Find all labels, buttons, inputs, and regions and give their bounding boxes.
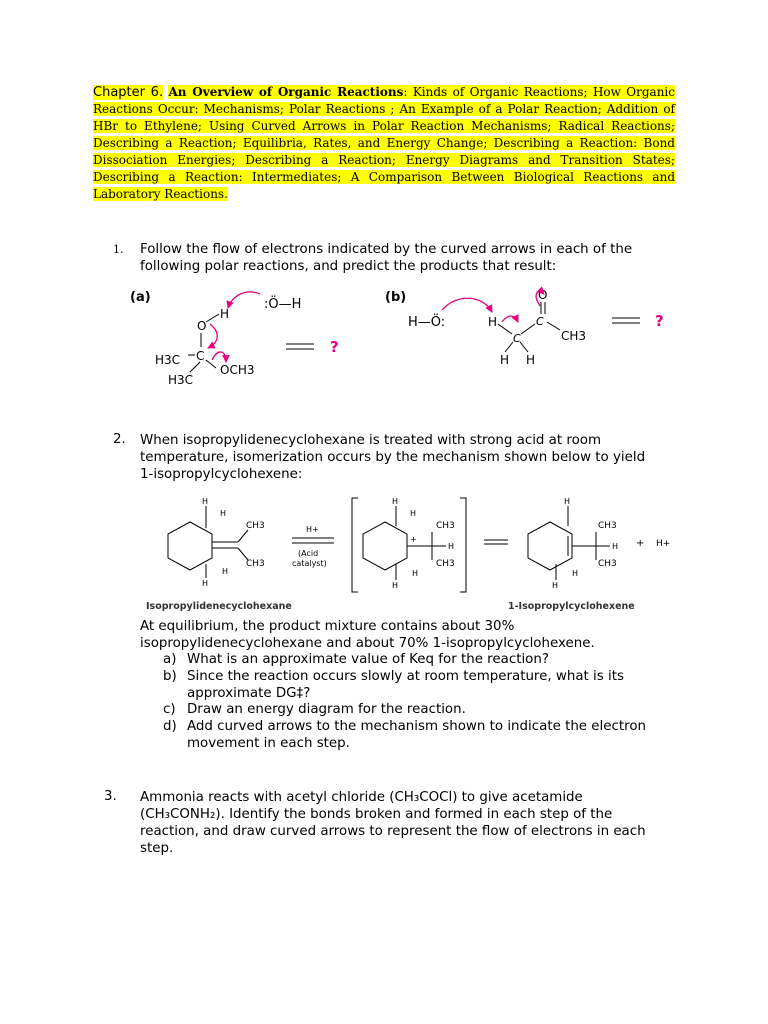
- chapter-header: [93, 84, 675, 203]
- carbocation-plus: +: [410, 535, 417, 544]
- acid-label-1: (Acid: [298, 549, 319, 558]
- question-2-number: 2.: [113, 432, 126, 447]
- r-h-top: H: [564, 497, 571, 506]
- b-hydroxide: H—Ö:: [408, 315, 446, 330]
- m-ch3-bot: CH3: [436, 559, 455, 569]
- a-arrow-2: [208, 324, 217, 348]
- m-h-right: H: [448, 542, 455, 551]
- question-2-subparts: [163, 652, 683, 753]
- b-o-atom: O: [538, 288, 548, 302]
- bracket-right: [460, 498, 466, 592]
- left-compound-name: Isopropylidenecyclohexane: [146, 601, 292, 612]
- chapter-number: Chapter 6.: [93, 85, 164, 100]
- label-b: (b): [385, 290, 407, 305]
- question-3-text: Ammonia reacts with acetyl chloride (CH₃COCl) to give acetamide (CH₃CONH₂). Identify the bonds broken and formed in each step of the reaction, and draw curved arrows to represent the flow of electrons in each step.: [140, 790, 646, 856]
- m-h-bot: H: [392, 581, 399, 590]
- question-1-text: Follow the flow of electrons indicated by the curved arrows in each of the following polar reactions, and predict the products that result:: [140, 242, 633, 274]
- l-h-top2: H: [220, 509, 227, 518]
- l-ch3-top: CH3: [246, 521, 265, 531]
- r-ch3-bot: CH3: [598, 559, 617, 569]
- a-o-atom: O: [197, 319, 207, 333]
- question-1-figure: [120, 280, 680, 400]
- subpart-a: a) What is an approximate value of Keq for the reaction?: [163, 652, 549, 667]
- m-h-top2: H: [410, 509, 417, 518]
- right-compound-name: 1-Isopropylcyclohexene: [508, 601, 635, 612]
- l-h-bot: H: [202, 579, 209, 588]
- m-ch3-top: CH3: [436, 521, 455, 531]
- r-h-bot: H: [552, 581, 559, 590]
- a-arrow-3: [212, 352, 226, 362]
- chapter-topics: : Kinds of Organic Reactions; How Organic Reactions Occur: Mechanisms; Polar Reactions ; An Example of a Polar Reaction; Addition of HBr to Ethylene; Using Curved Arrows in Polar Reaction Mechanisms; Radical Reactions; Describing a Reaction; Equilibria, Rates, and Energy Change; Describing a Reaction: Bond Dissociation Energies; Describing a Reaction; Energy Diagrams and Transition States; Describing a Reaction: Intermediates; A Comparison Between Biological Reactions and Laboratory Reactions.: [93, 85, 675, 201]
- m-h-top: H: [392, 497, 399, 506]
- r-h-right: H: [612, 542, 619, 551]
- b-h1: H: [500, 353, 510, 367]
- hplus-label: H+: [306, 525, 319, 534]
- b-question-mark: ?: [655, 312, 664, 330]
- a-h-atom: H: [220, 307, 230, 321]
- r-h-bot2: H: [572, 569, 579, 578]
- r-hplus: H+: [656, 539, 671, 549]
- bracket-left: [352, 498, 358, 592]
- a-och3: OCH3: [220, 363, 255, 377]
- acid-label-2: catalyst): [292, 559, 327, 568]
- equilibrium-text: At equilibrium, the product mixture contains about 30% isopropylidenecyclohexane and about 70% 1-isopropylcyclohexene.: [140, 619, 595, 651]
- subpart-b: b) Since the reaction occurs slowly at room temperature, what is its approximate DG‡?: [163, 668, 624, 701]
- r-ch3-top: CH3: [598, 521, 617, 531]
- question-3-number: 3.: [104, 789, 117, 804]
- question-1-number: 1.: [113, 243, 124, 256]
- b-arrow-1: [442, 298, 492, 312]
- a-question-mark: ?: [330, 338, 339, 356]
- hydroxide: :Ö—H: [264, 297, 302, 312]
- b-arrow-2: [502, 316, 518, 322]
- plus-sign: +: [636, 538, 645, 549]
- subpart-d: d) Add curved arrows to the mechanism shown to indicate the electron movement in each step.: [163, 719, 646, 751]
- label-a: (a): [130, 290, 151, 305]
- a-c-atom: C: [196, 349, 205, 363]
- l-h-bot2: H: [222, 567, 229, 576]
- question-2-text: When isopropylidenecyclohexane is treated with strong acid at room temperature, isomerization occurs by the mechanism shown below to yield 1-isopropylcyclohexene:: [140, 433, 646, 482]
- a-arrow-1: [228, 292, 260, 308]
- b-ch3: CH3: [561, 329, 587, 343]
- chapter-title: An Overview of Organic Reactions: [168, 85, 404, 99]
- l-h-top: H: [202, 497, 209, 506]
- b-h-atom: H: [488, 315, 498, 329]
- question-2-figure: [140, 494, 700, 614]
- m-h-bot2: H: [412, 569, 419, 578]
- b-h2: H: [526, 353, 536, 367]
- b-c-alpha: C: [513, 332, 521, 345]
- subpart-c: c) Draw an energy diagram for the reaction.: [163, 702, 466, 718]
- ring-left: [168, 522, 212, 570]
- a-h3c-bottom: H3C: [168, 373, 194, 387]
- b-c-carbonyl: C: [536, 315, 544, 328]
- l-ch3-bot: CH3: [246, 559, 265, 569]
- a-h3c-top: H3C: [155, 353, 181, 367]
